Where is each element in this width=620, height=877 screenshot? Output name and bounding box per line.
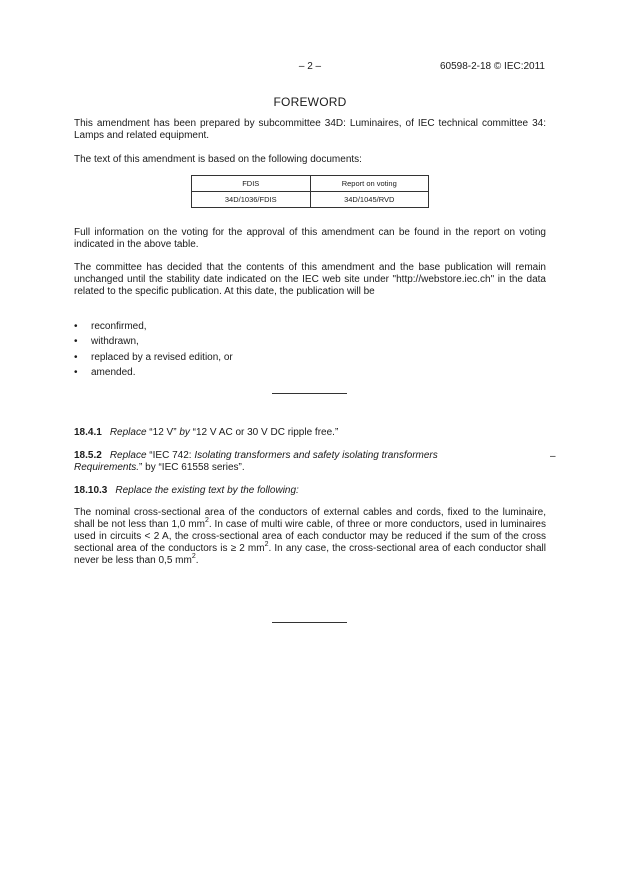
- list-item: • withdrawn,: [74, 336, 139, 348]
- clause-number: 18.4.1: [74, 427, 102, 438]
- list-item: • amended.: [74, 366, 136, 378]
- end-divider: [272, 622, 347, 623]
- table-cell-fdis: 34D/1036/FDIS: [192, 192, 311, 208]
- bullet-icon: •: [74, 321, 78, 332]
- list-item: • replaced by a revised edition, or: [74, 351, 233, 363]
- list-item: • reconfirmed,: [74, 321, 147, 332]
- foreword-intro: This amendment has been prepared by subcommittee 34D: Luminaires, of IEC technical committee 34: Lamps and related equipment.: [74, 118, 546, 141]
- bullet-icon: •: [74, 366, 78, 378]
- table-cell-rvd: 34D/1045/RVD: [310, 192, 429, 208]
- clause-number: 18.10.3: [74, 485, 108, 496]
- options-list: [74, 320, 233, 381]
- clause-18-10-3: 18.10.3 Replace the existing text by the following:: [74, 485, 299, 496]
- table-header-fdis: FDIS: [192, 176, 311, 192]
- bullet-icon: •: [74, 336, 78, 348]
- based-on-text: The text of this amendment is based on the following documents:: [74, 154, 362, 165]
- table-header-voting: Report on voting: [310, 176, 429, 192]
- table-row: [192, 192, 429, 208]
- page-number: – 2 –: [298, 61, 322, 72]
- clause-18-5-2: 18.5.2 Replace “IEC 742: Isolating transformers and safety isolating transformers Requirements.” by “IEC 61558 series”.: [74, 450, 438, 473]
- document-reference: 60598-2-18 © IEC:2011: [439, 61, 545, 72]
- clause-number: 18.5.2: [74, 450, 102, 461]
- title-dash: –: [550, 451, 556, 462]
- bullet-icon: •: [74, 351, 78, 363]
- table-header-row: [192, 176, 429, 192]
- clause-18-4-1: 18.4.1 Replace “12 V” by “12 V AC or 30 V DC ripple free.”: [74, 427, 339, 438]
- documents-table: [191, 175, 429, 208]
- cross-section-text: The nominal cross-sectional area of the conductors of external cables and cords, fixed to the luminaire, shall be not less than 1,0 $mm^2$. In case of multi wire cable, of three or more conductors, used in luminaires used in circuits < 2 A, the cross-sectional area of each conductor may be reduced if the sum of the cross sectional area of the conductors is ≥ 2 $mm^2$. In any case, the cross-sectional area of each conductor shall never be less than 0,5 $mm^2$.: [74, 507, 546, 566]
- section-divider: [272, 393, 347, 394]
- stability-text: The committee has decided that the contents of this amendment and the base publication will remain unchanged until the stability date indicated on the IEC web site under "http://webstore.iec.ch" in the data related to the specific publication. At this date, the publication will be: [74, 262, 546, 297]
- voting-info: Full information on the voting for the approval of this amendment can be found in the report on voting indicated in the above table.: [74, 227, 546, 250]
- foreword-title: FOREWORD: [273, 95, 347, 109]
